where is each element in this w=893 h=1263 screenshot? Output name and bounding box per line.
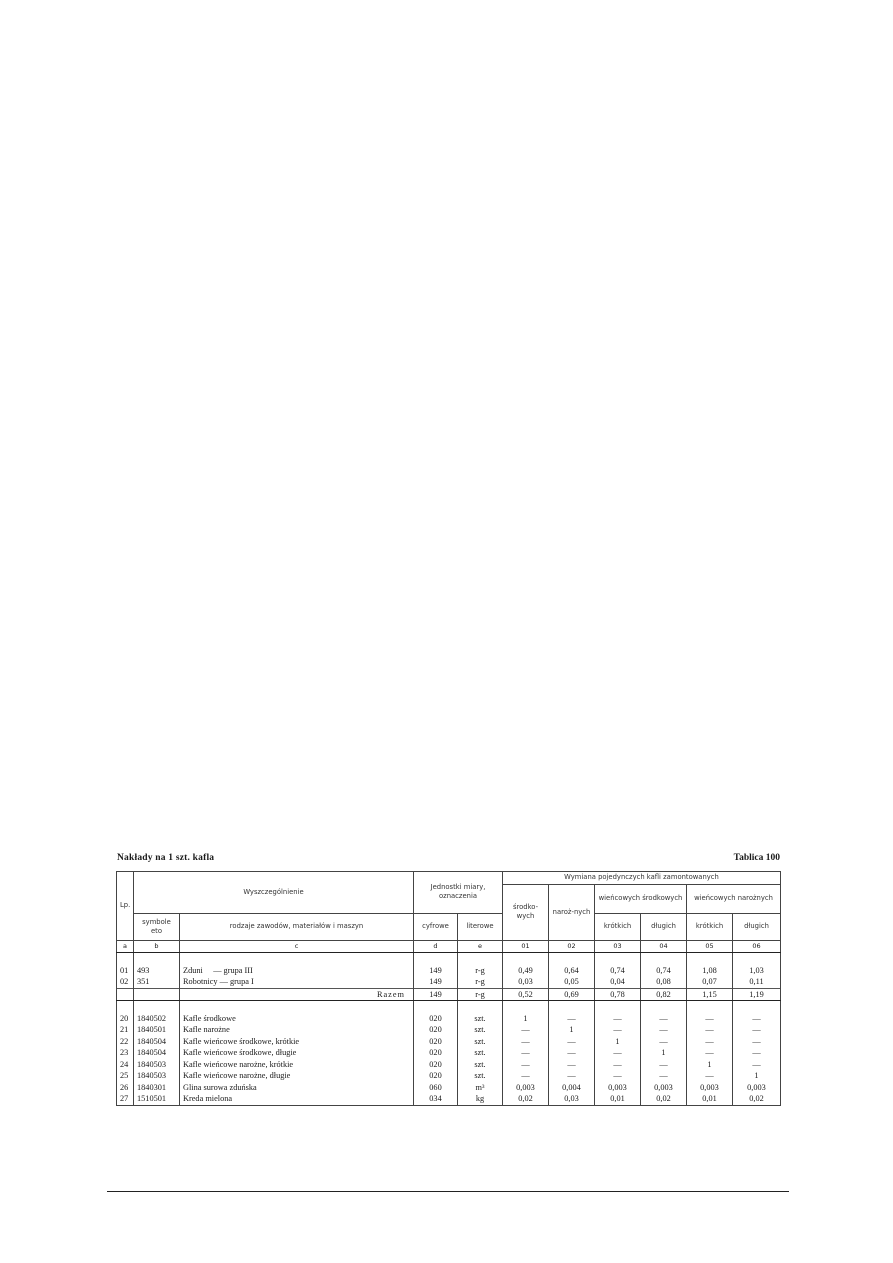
row-unit-symbol: kg bbox=[458, 1093, 503, 1105]
row-name: Kafle wieńcowe narożne, krótkie bbox=[180, 1059, 414, 1071]
column-letter: 06 bbox=[733, 940, 781, 953]
row-value: — bbox=[549, 1059, 595, 1071]
table-row bbox=[117, 1036, 781, 1048]
row-value: — bbox=[595, 1024, 641, 1036]
row-value: 0,64 bbox=[549, 965, 595, 977]
row-value: — bbox=[595, 1059, 641, 1071]
row-unit-symbol: r-g bbox=[458, 976, 503, 988]
row-symbol: 1840501 bbox=[134, 1024, 180, 1036]
row-name: Kreda mielona bbox=[180, 1093, 414, 1105]
row-value: 0,01 bbox=[595, 1093, 641, 1105]
table-row bbox=[117, 1024, 781, 1036]
table-row bbox=[117, 965, 781, 977]
row-name: Glina surowa zduńska bbox=[180, 1082, 414, 1094]
table-number: Tablica 100 bbox=[733, 853, 780, 863]
row-unit-code: 060 bbox=[414, 1082, 458, 1094]
row-value: — bbox=[641, 1024, 687, 1036]
row-symbol: 1840301 bbox=[134, 1082, 180, 1094]
row-value: 0,02 bbox=[641, 1093, 687, 1105]
row-value: — bbox=[733, 1047, 781, 1059]
header-dlugich-1: długich bbox=[641, 913, 687, 940]
norms-table bbox=[116, 871, 781, 1106]
row-unit-symbol: szt. bbox=[458, 1036, 503, 1048]
header-krotkich-2: krótkich bbox=[687, 913, 733, 940]
row-unit-symbol: szt. bbox=[458, 1047, 503, 1059]
row-value: — bbox=[595, 1047, 641, 1059]
row-unit-code: 149 bbox=[414, 976, 458, 988]
header-jednostki: Jednostki miary, oznaczenia bbox=[414, 872, 503, 914]
row-unit-symbol: szt. bbox=[458, 1013, 503, 1025]
column-letter: e bbox=[458, 940, 503, 953]
row-lp: 25 bbox=[117, 1070, 134, 1082]
row-symbol: 493 bbox=[134, 965, 180, 977]
row-value: 0,05 bbox=[549, 976, 595, 988]
row-value: 0,74 bbox=[595, 965, 641, 977]
sum-row bbox=[117, 988, 781, 1001]
row-value: — bbox=[549, 1013, 595, 1025]
row-value: 0,04 bbox=[595, 976, 641, 988]
header-rodzaje: rodzaje zawodów, materiałów i maszyn bbox=[180, 913, 414, 940]
row-value: — bbox=[503, 1070, 549, 1082]
table-row bbox=[117, 1093, 781, 1105]
header-wymiana: Wymiana pojedynczych kafli zamontowanych bbox=[503, 872, 781, 885]
sum-value: 0,69 bbox=[549, 988, 595, 1001]
header-wiencowych-srodkowych: wieńcowych środkowych bbox=[595, 884, 687, 913]
row-value: 0,003 bbox=[595, 1082, 641, 1094]
column-letter: b bbox=[134, 940, 180, 953]
row-value: — bbox=[733, 1059, 781, 1071]
row-value: — bbox=[641, 1013, 687, 1025]
row-lp: 01 bbox=[117, 965, 134, 977]
row-value: 1,08 bbox=[687, 965, 733, 977]
column-letter: 03 bbox=[595, 940, 641, 953]
row-name: Kafle wieńcowe środkowe, krótkie bbox=[180, 1036, 414, 1048]
row-name: Kafle środkowe bbox=[180, 1013, 414, 1025]
row-unit-code: 020 bbox=[414, 1070, 458, 1082]
header-wyszczegolnienie: Wyszczególnienie bbox=[134, 872, 414, 914]
header-cyfrowe: cyfrowe bbox=[414, 913, 458, 940]
row-value: 0,07 bbox=[687, 976, 733, 988]
row-value: 1 bbox=[503, 1013, 549, 1025]
sum-value: 1,15 bbox=[687, 988, 733, 1001]
row-value: 0,01 bbox=[687, 1093, 733, 1105]
table-row bbox=[117, 1059, 781, 1071]
row-value: 1 bbox=[641, 1047, 687, 1059]
row-unit-symbol: m³ bbox=[458, 1082, 503, 1094]
row-value: 0,49 bbox=[503, 965, 549, 977]
row-lp: 23 bbox=[117, 1047, 134, 1059]
row-value: 0,03 bbox=[549, 1093, 595, 1105]
row-value: 0,003 bbox=[641, 1082, 687, 1094]
header-lp: Lp. bbox=[117, 872, 134, 941]
row-value: 0,74 bbox=[641, 965, 687, 977]
table-row bbox=[117, 1082, 781, 1094]
header-literowe: literowe bbox=[458, 913, 503, 940]
table-row bbox=[117, 1047, 781, 1059]
row-value: 0,03 bbox=[503, 976, 549, 988]
row-value: 0,11 bbox=[733, 976, 781, 988]
sum-unit-code: 149 bbox=[414, 988, 458, 1001]
row-value: — bbox=[595, 1070, 641, 1082]
row-unit-symbol: szt. bbox=[458, 1059, 503, 1071]
row-lp: 21 bbox=[117, 1024, 134, 1036]
row-symbol: 1840502 bbox=[134, 1013, 180, 1025]
row-value: 0,003 bbox=[503, 1082, 549, 1094]
row-value: 1 bbox=[549, 1024, 595, 1036]
row-lp: 27 bbox=[117, 1093, 134, 1105]
row-unit-symbol: szt. bbox=[458, 1070, 503, 1082]
sum-unit-symbol: r-g bbox=[458, 988, 503, 1001]
row-value: — bbox=[503, 1059, 549, 1071]
header-naroznych: naroż-nych bbox=[549, 884, 595, 940]
row-value: 1,03 bbox=[733, 965, 781, 977]
row-name: Kafle wieńcowe narożne, długie bbox=[180, 1070, 414, 1082]
row-value: — bbox=[503, 1024, 549, 1036]
row-symbol: 351 bbox=[134, 976, 180, 988]
row-name: Kafle narożne bbox=[180, 1024, 414, 1036]
row-value: — bbox=[687, 1024, 733, 1036]
table-row bbox=[117, 1070, 781, 1082]
row-value: — bbox=[687, 1047, 733, 1059]
row-unit-code: 020 bbox=[414, 1036, 458, 1048]
sum-label: Razem bbox=[180, 988, 414, 1001]
table-title: Nakłady na 1 szt. kafla bbox=[117, 853, 215, 863]
sum-value: 1,19 bbox=[733, 988, 781, 1001]
header-krotkich-1: krótkich bbox=[595, 913, 641, 940]
header-wiencowych-naroznych: wieńcowych narożnych bbox=[687, 884, 781, 913]
row-value: — bbox=[595, 1013, 641, 1025]
column-letter: d bbox=[414, 940, 458, 953]
row-value: — bbox=[687, 1036, 733, 1048]
row-unit-code: 149 bbox=[414, 965, 458, 977]
row-value: — bbox=[687, 1070, 733, 1082]
row-value: — bbox=[733, 1013, 781, 1025]
sum-value: 0,52 bbox=[503, 988, 549, 1001]
row-value: 1 bbox=[687, 1059, 733, 1071]
row-value: 0,003 bbox=[733, 1082, 781, 1094]
row-value: 0,02 bbox=[733, 1093, 781, 1105]
row-unit-symbol: szt. bbox=[458, 1024, 503, 1036]
row-value: 0,004 bbox=[549, 1082, 595, 1094]
row-value: — bbox=[733, 1024, 781, 1036]
row-symbol: 1840503 bbox=[134, 1059, 180, 1071]
sum-value: 0,78 bbox=[595, 988, 641, 1001]
row-value: — bbox=[503, 1036, 549, 1048]
column-letters-row bbox=[117, 940, 781, 953]
row-unit-symbol: r-g bbox=[458, 965, 503, 977]
row-value: — bbox=[549, 1070, 595, 1082]
table-row bbox=[117, 1013, 781, 1025]
column-letter: 02 bbox=[549, 940, 595, 953]
row-value: — bbox=[549, 1047, 595, 1059]
column-letter: c bbox=[180, 940, 414, 953]
column-letter: 04 bbox=[641, 940, 687, 953]
row-value: — bbox=[687, 1013, 733, 1025]
row-name: Robotnicy — grupa I bbox=[180, 976, 414, 988]
row-value: 1 bbox=[733, 1070, 781, 1082]
row-name: Kafle wieńcowe środkowe, długie bbox=[180, 1047, 414, 1059]
row-name: Zdunі — grupa III bbox=[180, 965, 414, 977]
column-letter: 05 bbox=[687, 940, 733, 953]
row-symbol: 1840504 bbox=[134, 1036, 180, 1048]
header-dlugich-2: długich bbox=[733, 913, 781, 940]
row-value: — bbox=[549, 1036, 595, 1048]
table-row bbox=[117, 976, 781, 988]
row-unit-code: 020 bbox=[414, 1013, 458, 1025]
row-symbol: 1840503 bbox=[134, 1070, 180, 1082]
row-symbol: 1840504 bbox=[134, 1047, 180, 1059]
row-value: — bbox=[641, 1070, 687, 1082]
row-unit-code: 020 bbox=[414, 1059, 458, 1071]
row-value: — bbox=[733, 1036, 781, 1048]
row-lp: 02 bbox=[117, 976, 134, 988]
row-value: 0,08 bbox=[641, 976, 687, 988]
row-value: 0,02 bbox=[503, 1093, 549, 1105]
column-letter: a bbox=[117, 940, 134, 953]
row-lp: 20 bbox=[117, 1013, 134, 1025]
header-symbole: symbole eto bbox=[134, 913, 180, 940]
row-value: — bbox=[641, 1059, 687, 1071]
row-value: 0,003 bbox=[687, 1082, 733, 1094]
row-value: — bbox=[641, 1036, 687, 1048]
row-value: — bbox=[503, 1047, 549, 1059]
row-lp: 26 bbox=[117, 1082, 134, 1094]
footer-rule bbox=[107, 1191, 789, 1192]
header-srodkowych: środko-wych bbox=[503, 884, 549, 940]
row-symbol: 1510501 bbox=[134, 1093, 180, 1105]
row-lp: 24 bbox=[117, 1059, 134, 1071]
row-unit-code: 020 bbox=[414, 1024, 458, 1036]
row-lp: 22 bbox=[117, 1036, 134, 1048]
sum-value: 0,82 bbox=[641, 988, 687, 1001]
row-unit-code: 020 bbox=[414, 1047, 458, 1059]
row-value: 1 bbox=[595, 1036, 641, 1048]
column-letter: 01 bbox=[503, 940, 549, 953]
row-unit-code: 034 bbox=[414, 1093, 458, 1105]
